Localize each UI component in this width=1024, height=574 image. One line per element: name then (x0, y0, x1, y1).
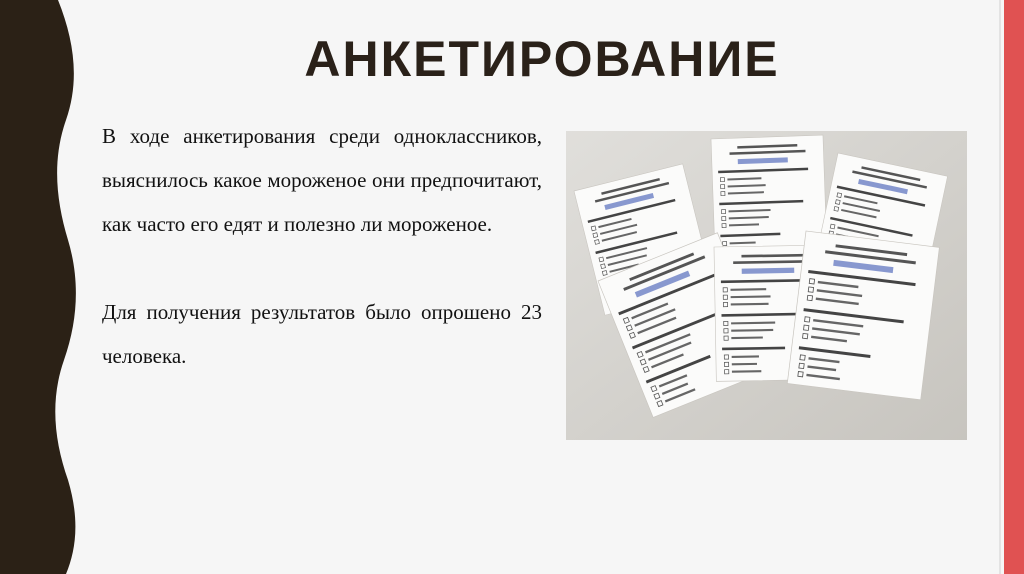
body-text (102, 114, 542, 378)
paragraph-respondents: Для получения результатов было опрошено 23 человека. (102, 300, 542, 368)
questionnaire-sheet (787, 231, 939, 400)
paragraph-survey: В ходе анкетирования среди одноклассников, выяснилось какое мороженое они предпочитают, как часто его едят и полезно ли мороженое. (102, 124, 542, 236)
right-accent-strip (1004, 0, 1024, 574)
questionnaire-photo (566, 131, 967, 440)
decorative-wavy-border (0, 0, 80, 574)
page-title: АНКЕТИРОВАНИЕ (304, 31, 780, 87)
